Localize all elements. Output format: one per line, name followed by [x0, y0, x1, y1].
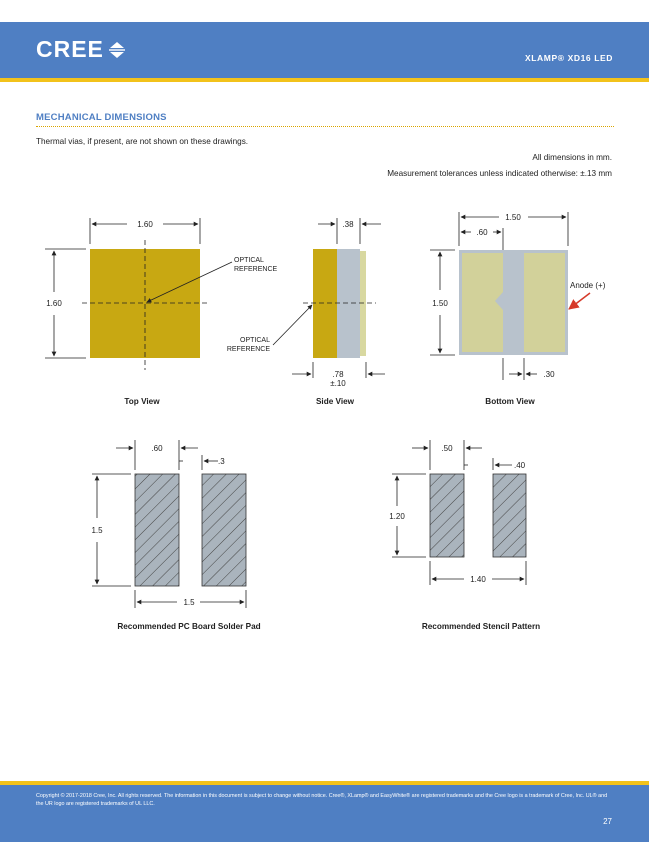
top-view-ref-label-2: REFERENCE — [234, 266, 278, 273]
stencil-drawing — [389, 440, 540, 631]
intro-text: Thermal vias, if present, are not shown on these drawings. — [36, 137, 249, 146]
top-view-ref-label-1: OPTICAL — [234, 257, 264, 264]
top-view-height-dim: 1.60 — [46, 299, 62, 308]
stencil-height-dim: 1.20 — [389, 512, 405, 521]
page-number: 27 — [603, 817, 612, 826]
side-view-lens — [337, 249, 360, 358]
copyright-notice: Copyright © 2017-2018 Cree, Inc. All rights reserved. The information in this document is subject to change without notice. Cree®, XLamp® and EasyWhite® are registered trademarks and the Cree logo is a trademark of Cree, Inc. UL® and the UR logo are registered trademarks of UL LLC. — [36, 793, 608, 807]
side-view-ref-label-2: REFERENCE — [226, 346, 270, 353]
bottom-view-caption: Bottom View — [485, 397, 535, 406]
solder-pad-gap-dim: .3 — [218, 457, 225, 466]
anode-arrow-icon — [569, 293, 590, 309]
logo-text: CREE — [36, 36, 104, 62]
bottom-view-pad-dim: .60 — [476, 228, 488, 237]
solder-pad-left — [135, 474, 179, 586]
side-view-die — [313, 249, 337, 358]
side-view-ref-label-1: OPTICAL — [240, 337, 270, 344]
top-view-width-dim: 1.60 — [137, 220, 153, 229]
side-view-drawing — [227, 218, 385, 406]
stencil-pad-right — [493, 474, 526, 557]
solder-pad-width-dim: .60 — [151, 444, 163, 453]
solder-pad-height-dim: 1.5 — [91, 526, 103, 535]
units-note: All dimensions in mm. — [532, 153, 612, 162]
side-view-lens-dim: .38 — [342, 220, 354, 229]
solder-pad-drawing — [91, 440, 260, 631]
tolerance-note: Measurement tolerances unless indicated otherwise: ±.13 mm — [387, 169, 612, 178]
bottom-view-anode-label: Anode (+) — [570, 281, 606, 290]
side-view-lens-edge — [360, 251, 366, 356]
stencil-overall-dim: 1.40 — [470, 575, 486, 584]
top-view-caption: Top View — [124, 397, 160, 406]
solder-pad-right — [202, 474, 246, 586]
stencil-gap-dim: .40 — [514, 461, 526, 470]
bottom-view-height-dim: 1.50 — [432, 299, 448, 308]
solder-pad-caption: Recommended PC Board Solder Pad — [117, 622, 261, 631]
side-view-offset-dim: .78 — [332, 370, 344, 379]
bottom-view-width-dim: 1.50 — [505, 213, 521, 222]
bottom-view-anode-pad — [524, 253, 565, 352]
bottom-view-gap-dim: .30 — [543, 370, 555, 379]
top-view-drawing — [45, 218, 278, 406]
page-footer — [0, 785, 649, 842]
stencil-caption: Recommended Stencil Pattern — [421, 622, 541, 631]
stencil-pad-left — [430, 474, 464, 557]
side-view-caption: Side View — [315, 397, 355, 406]
stencil-width-dim: .50 — [441, 444, 453, 453]
side-view-offset-tol: ±.10 — [330, 379, 346, 388]
solder-pad-overall-dim: 1.5 — [183, 598, 195, 607]
document-title: XLAMP® XD16 LED — [525, 53, 613, 63]
section-title: MECHANICAL DIMENSIONS — [36, 112, 167, 123]
bottom-view-drawing — [430, 212, 606, 406]
